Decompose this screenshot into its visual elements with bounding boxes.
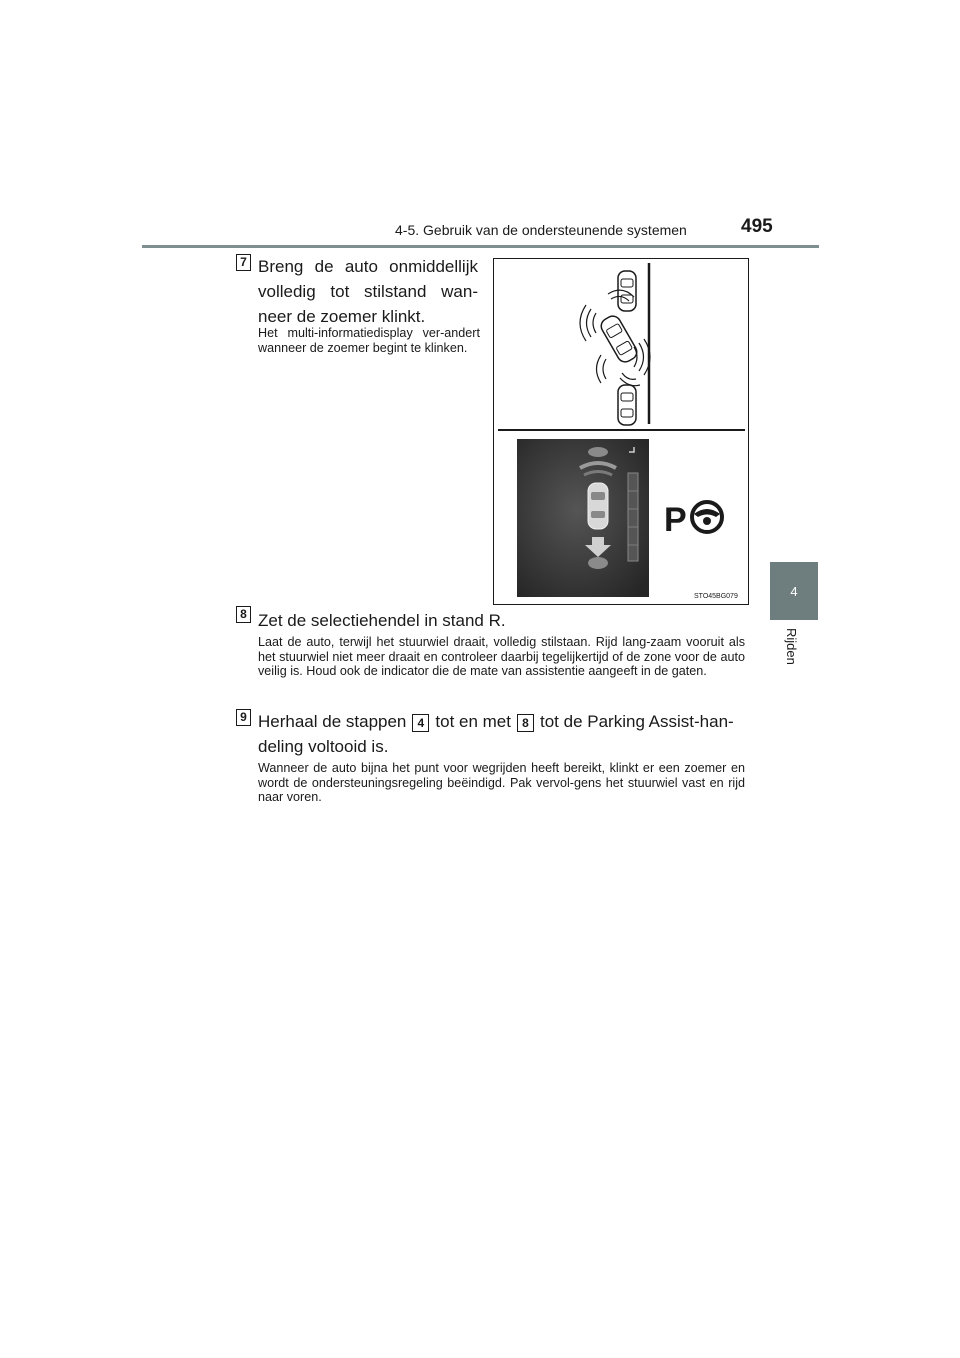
- figure-code: STO45BG079: [694, 593, 738, 600]
- figure-illustration: [494, 259, 748, 604]
- step-8-title: Zet de selectiehendel in stand R.: [258, 611, 506, 630]
- step-badge-8: 8: [236, 606, 251, 623]
- chapter-label: Rijden: [784, 628, 799, 665]
- parked-car-front-icon: [618, 271, 636, 311]
- chapter-number: 4: [790, 584, 798, 599]
- maneuvering-car-icon: [598, 313, 639, 365]
- step-9-title-after: tot de Parking Assist-han-deling voltooid is.: [258, 712, 734, 756]
- parked-car-rear-icon: [618, 385, 636, 425]
- page-number: 495: [741, 216, 773, 237]
- step-badge-9: 9: [236, 709, 251, 726]
- figure-divider: [498, 429, 745, 431]
- step-badge-7: 7: [236, 254, 251, 271]
- parking-p-letter: P: [664, 501, 687, 539]
- step-7-body: Het multi-informatiedisplay ver-andert wanneer de zoemer begint te klinken.: [258, 326, 480, 355]
- parking-assist-figure: [493, 258, 749, 605]
- multi-information-display: [517, 439, 649, 597]
- step-7-title: Breng de auto onmiddellijk volledig tot stilstand wan-neer de zoemer klinkt.: [258, 257, 478, 326]
- step-9-body: Wanneer de auto bijna het punt voor wegrijden heeft bereikt, klinkt er een zoemer en wordt de ondersteuningsregeling beëindigd. Pak vervol-gens het stuurwiel vast en rijd naar voren.: [258, 761, 745, 804]
- step-9-title-before: Herhaal de stappen: [258, 712, 407, 731]
- header-divider: [142, 245, 819, 248]
- step-ref-4: 4: [412, 714, 429, 732]
- chapter-label-box: [770, 628, 818, 688]
- section-title: 4-5. Gebruik van de ondersteunende systemen: [395, 222, 687, 238]
- step-8-body: Laat de auto, terwijl het stuurwiel draait, volledig stilstaan. Rijd lang-zaam vooruit als het stuurwiel niet meer draait en controleer daarbij tegelijkertijd of de zone voor de auto veilig is. Houd ook de indicator die de mate van assistentie aangeeft in de gaten.: [258, 635, 745, 678]
- step-9-title: [258, 709, 748, 759]
- step-ref-8: 8: [517, 714, 534, 732]
- chapter-tab: [770, 562, 818, 620]
- steering-wheel-icon: [692, 502, 722, 532]
- step-9-title-middle: tot en met: [435, 712, 511, 731]
